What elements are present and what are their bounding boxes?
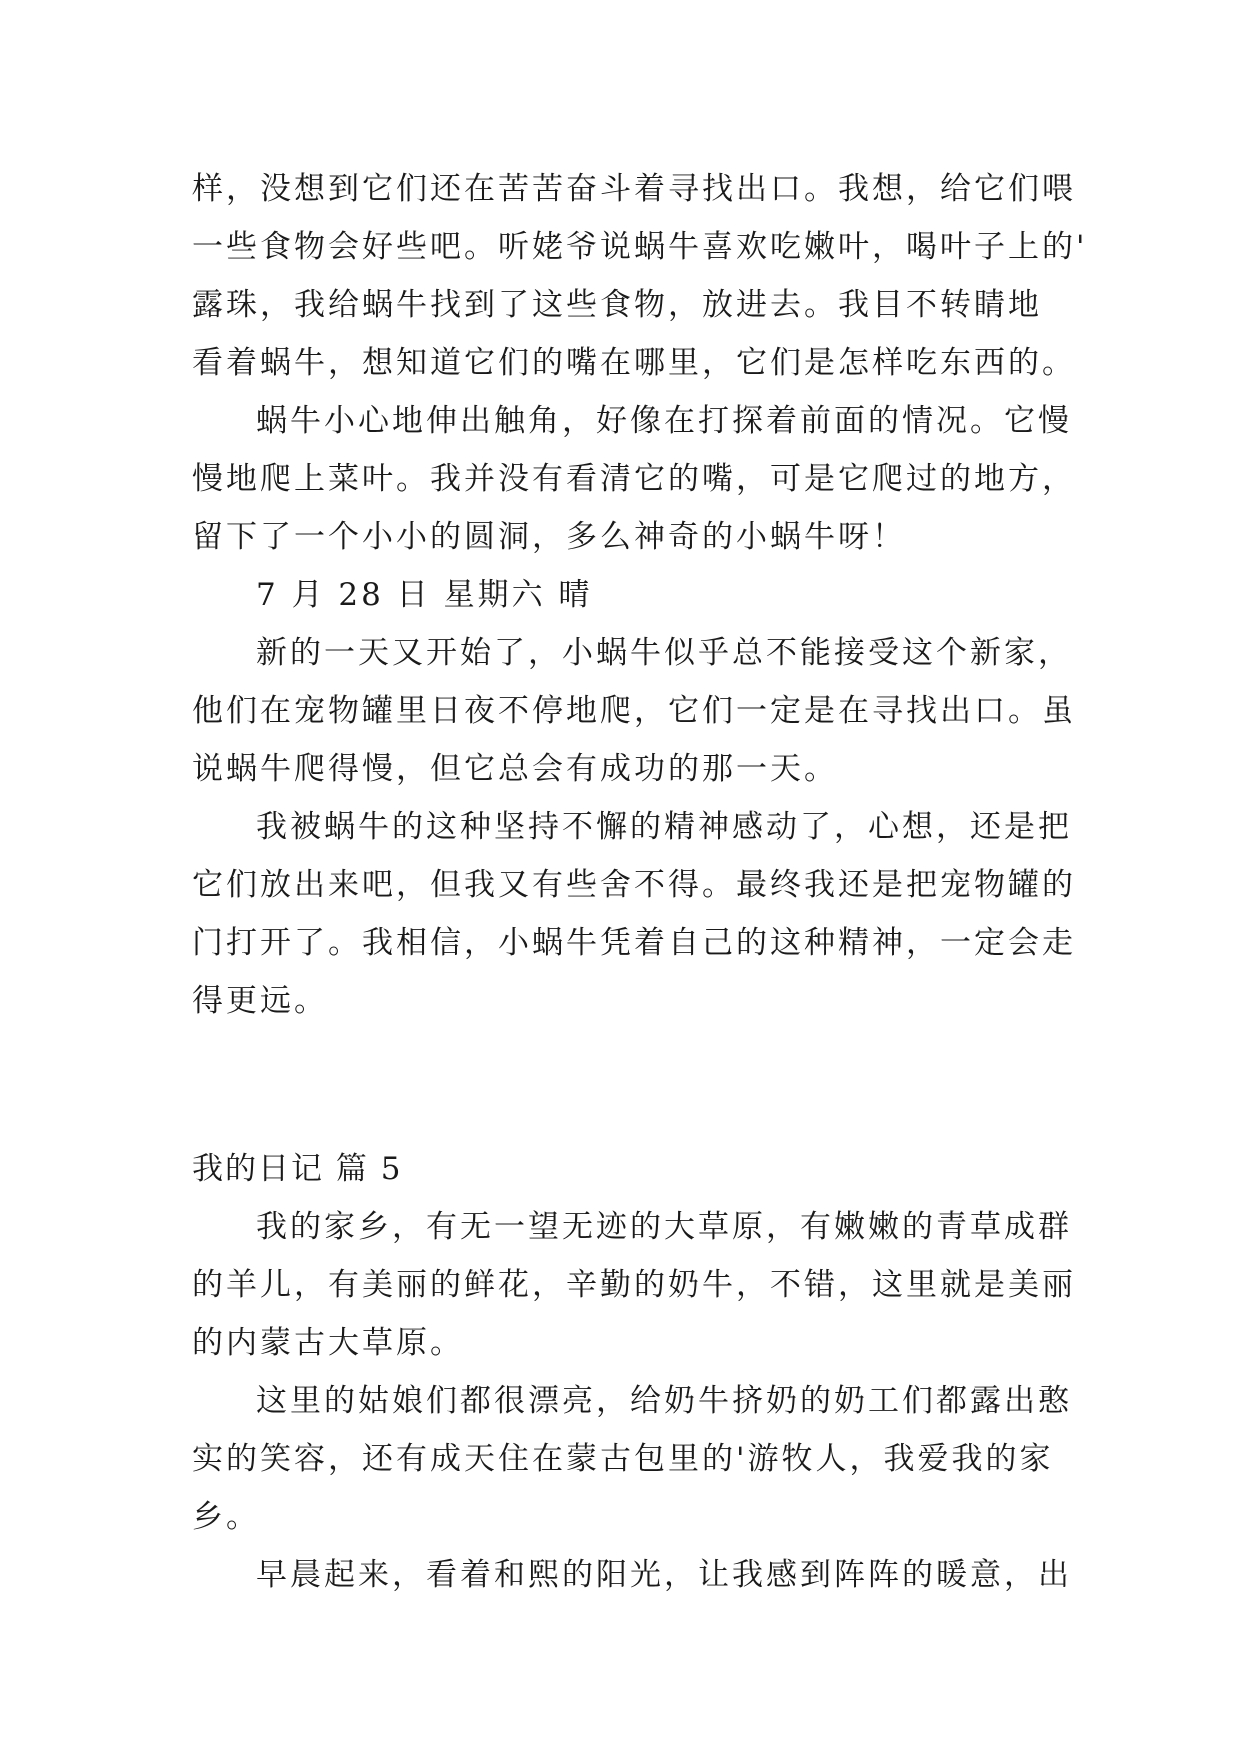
text-line: 早晨起来，看着和熙的阳光，让我感到阵阵的暖意，出 — [256, 1557, 1072, 1593]
text-line: 露珠，我给蜗牛找到了这些食物，放进去。我目不转睛地 — [192, 287, 1042, 323]
text-line: 新的一天又开始了，小蜗牛似乎总不能接受这个新家， — [256, 635, 1072, 671]
paragraph-hometown — [192, 1198, 1076, 1372]
paragraph-snail-eating — [192, 392, 1076, 566]
text-line: 它们放出来吧，但我又有些舍不得。最终我还是把宠物罐的 — [192, 867, 1076, 903]
text-line: 他们在宠物罐里日夜不停地爬，它们一定是在寻找出口。虽 — [192, 693, 1076, 729]
text-line: 实的笑容，还有成天住在蒙古包里的'游牧人，我爱我的家 — [192, 1441, 1054, 1477]
text-line: 这里的姑娘们都很漂亮，给奶牛挤奶的奶工们都露出憨 — [256, 1383, 1072, 1419]
document-body — [192, 160, 1088, 1604]
text-line: 看着蜗牛，想知道它们的嘴在哪里，它们是怎样吃东西的。 — [192, 345, 1076, 381]
diary-heading: 我的日记 篇 5 — [192, 1151, 403, 1187]
diary-date-line: 7 月 28 日 星期六 晴 — [256, 577, 593, 613]
paragraph-new-day — [192, 624, 1076, 798]
paragraph-morning — [192, 1546, 1072, 1604]
text-line: 一些食物会好些吧。听姥爷说蜗牛喜欢吃嫩叶，喝叶子上的' — [192, 229, 1088, 265]
text-line: 我的家乡，有无一望无迹的大草原，有嫩嫩的青草成群 — [256, 1209, 1072, 1245]
text-line: 慢地爬上菜叶。我并没有看清它的嘴，可是它爬过的地方， — [192, 461, 1076, 497]
text-line: 的羊儿，有美丽的鲜花，辛勤的奶牛，不错，这里就是美丽 — [192, 1267, 1076, 1303]
text-line: 的内蒙古大草原。 — [192, 1325, 464, 1361]
text-line: 乡。 — [192, 1499, 260, 1535]
text-line: 得更远。 — [192, 983, 328, 1019]
text-line: 蜗牛小心地伸出触角，好像在打探着前面的情况。它慢 — [256, 403, 1072, 439]
text-line: 我被蜗牛的这种坚持不懈的精神感动了，心想，还是把 — [256, 809, 1072, 845]
text-line: 门打开了。我相信，小蜗牛凭着自己的这种精神，一定会走 — [192, 925, 1076, 961]
text-line: 说蜗牛爬得慢，但它总会有成功的那一天。 — [192, 751, 838, 787]
paragraph-continued — [192, 160, 1088, 392]
text-line: 留下了一个小小的圆洞，多么神奇的小蜗牛呀！ — [192, 519, 906, 555]
text-line: 样，没想到它们还在苦苦奋斗着寻找出口。我想，给它们喂 — [192, 171, 1076, 207]
paragraph-release — [192, 798, 1076, 1030]
paragraph-people — [192, 1372, 1072, 1546]
section-spacer — [192, 1030, 1052, 1140]
